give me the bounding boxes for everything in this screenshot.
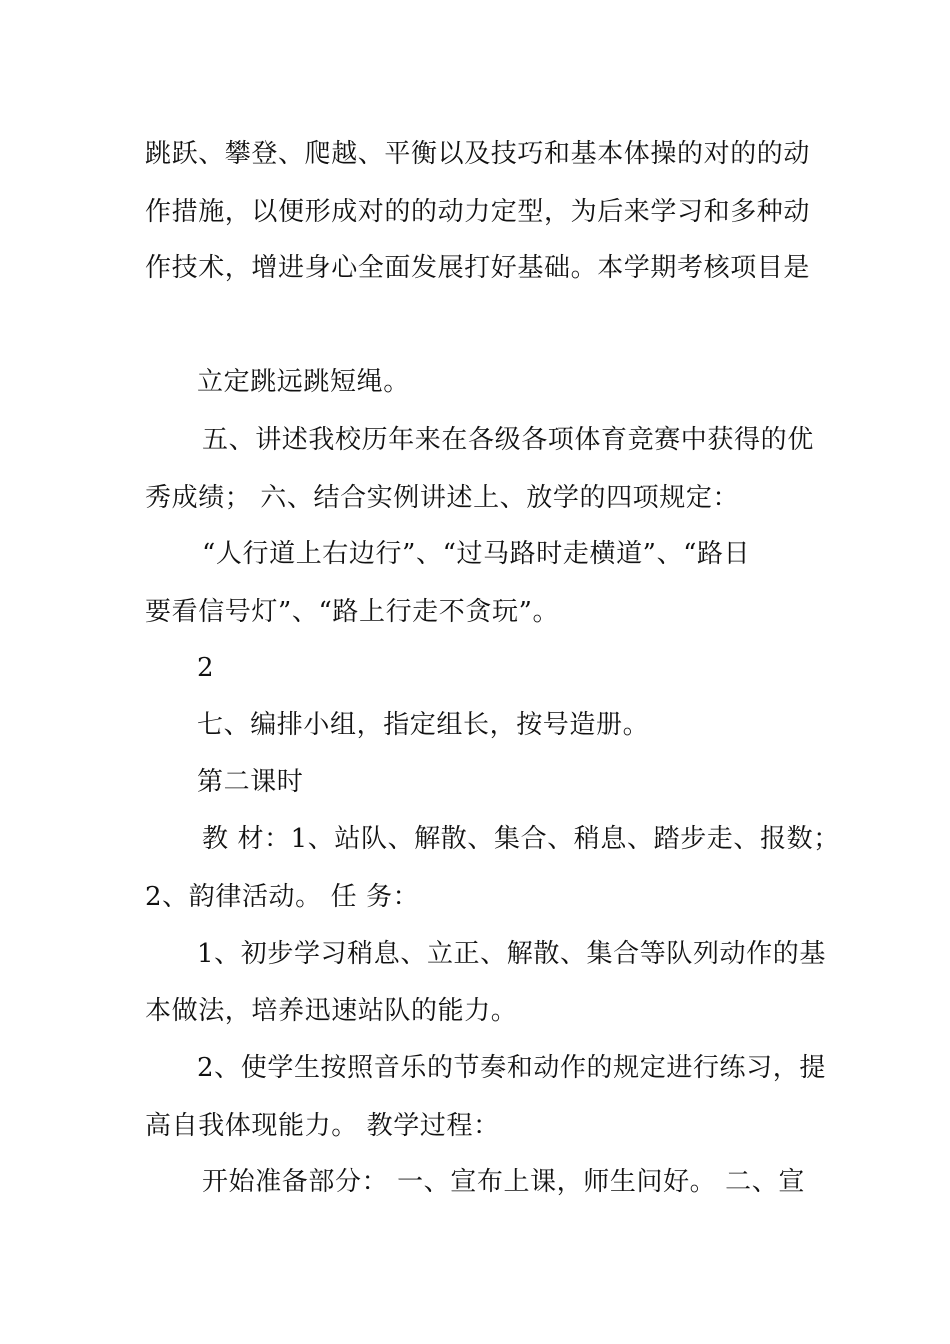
text-line: 作措施，以便形成对的的动力定型，为后来学习和多种动 xyxy=(145,197,811,227)
text-line: 七、编排小组，指定组长，按号造册。 xyxy=(197,710,650,740)
text-line: 跳跃、攀登、爬越、平衡以及技巧和基本体操的对的的动 xyxy=(145,139,811,169)
text-line: 秀成绩； 六、结合实例讲述上、放学的四项规定： xyxy=(145,483,740,513)
text-line: “人行道上右边行”、“过马路时走横道”、“路日 xyxy=(202,539,751,569)
page-number: 2 xyxy=(197,653,215,683)
text-line: 立定跳远跳短绳。 xyxy=(197,367,410,397)
text-line: 1、初步学习稍息、立正、解散、集合等队列动作的基 xyxy=(197,939,826,969)
text-line: 高自我体现能力。 教学过程： xyxy=(145,1111,500,1141)
text-line: 2、使学生按照音乐的节奏和动作的规定进行练习，提 xyxy=(197,1053,826,1083)
text-line: 开始准备部分： 一、宣布上课，师生问好。 二、宣 xyxy=(202,1167,805,1197)
text-line: 本做法，培养迅速站队的能力。 xyxy=(145,996,518,1026)
text-line: 要看信号灯”、“路上行走不贪玩”。 xyxy=(145,597,560,627)
text-line: 作技术，增进身心全面发展打好基础。本学期考核项目是 xyxy=(145,253,811,283)
text-line: 五、讲述我校历年来在各级各项体育竞赛中获得的优 xyxy=(202,425,814,455)
section-heading: 第二课时 xyxy=(197,767,304,797)
text-line: 教 材：1、站队、解散、集合、稍息、踏步走、报数； xyxy=(202,824,840,854)
text-line: 2、韵律活动。 任 务： xyxy=(145,882,420,912)
